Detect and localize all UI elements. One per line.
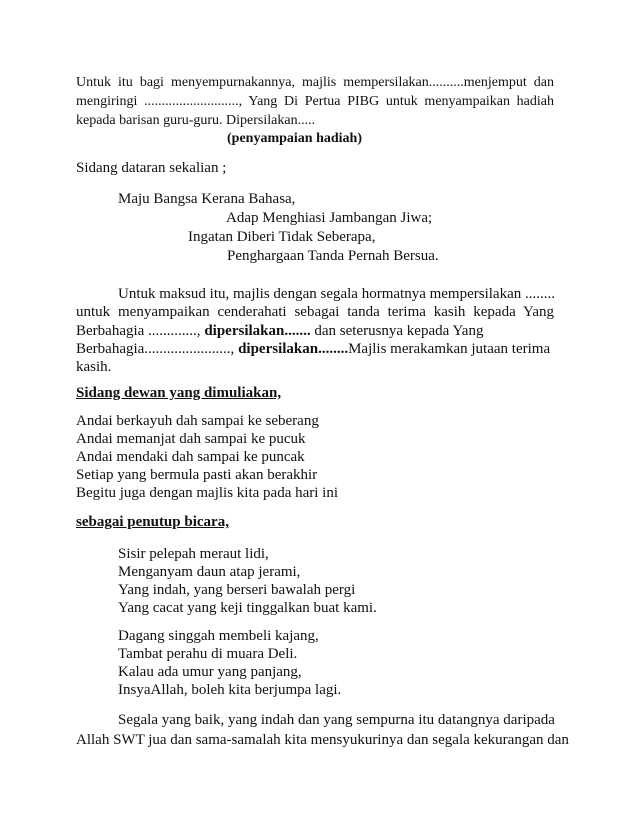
para2-line3 [76, 322, 483, 340]
para2-line2: untuk menyampaikan cenderahati sebagai tanda terima kasih kepada Yang [76, 304, 554, 320]
presentation-note: (penyampaian hadiah) [227, 131, 362, 146]
para2-line4-start: Berbahagia......................., [76, 341, 239, 357]
verse-line-4: Setiap yang bermula pasti akan berakhir [76, 467, 318, 483]
poem1-line4: Penghargaan Tanda Pernah Bersua. [227, 248, 439, 264]
closing-line1: Segala yang baik, yang indah dan yang sempurna itu datangnya daripada [118, 712, 555, 728]
para1-line3: kepada barisan guru-guru. Dipersilakan..... [76, 113, 316, 128]
para2-line3-start: Berbahagia ............., [76, 323, 205, 339]
pantun2-line4: InsyaAllah, boleh kita berjumpa lagi. [118, 682, 342, 698]
para2-line5: kasih. [76, 359, 112, 375]
verse-line-3: Andai mendaki dah sampai ke puncak [76, 449, 305, 465]
para2-line3-end: dan seterusnya kepada Yang [310, 323, 484, 339]
poem1-line3: Ingatan Diberi Tidak Seberapa, [188, 229, 376, 245]
closing-line2: Allah SWT jua dan sama-samalah kita mensyukurinya dan segala kekurangan dan [76, 732, 569, 748]
verse-line-2: Andai memanjat dah sampai ke pucuk [76, 431, 306, 447]
pantun1-line4: Yang cacat yang keji tinggalkan buat kami. [118, 600, 377, 616]
pantun1-line3: Yang indah, yang berseri bawalah pergi [118, 582, 356, 598]
section-heading-1: Sidang dewan yang dimuliakan, [76, 385, 282, 401]
poem1-line2: Adap Menghiasi Jambangan Jiwa; [226, 210, 433, 226]
pantun2-line1: Dagang singgah membeli kajang, [118, 628, 319, 644]
para1-line2: mengiringi ..........................., Yang Di Pertua PIBG untuk menyampaikan hadiah [76, 94, 554, 109]
pantun1-line1: Sisir pelepah meraut lidi, [118, 546, 269, 562]
para2-line4-end: Majlis merakamkan jutaan terima [348, 341, 551, 357]
para2-line1: Untuk maksud itu, majlis dengan segala hormatnya mempersilakan ........ [118, 286, 555, 302]
pantun2-line3: Kalau ada umur yang panjang, [118, 664, 302, 680]
section-heading-2: sebagai penutup bicara, [76, 514, 229, 530]
pantun2-line2: Tambat perahu di muara Deli. [118, 646, 298, 662]
para1-line1: Untuk itu bagi menyempurnakannya, majlis mempersilakan..........menjemput dan [76, 75, 554, 90]
verse-line-5: Begitu juga dengan majlis kita pada hari ini [76, 485, 339, 501]
verse-line-1: Andai berkayuh dah sampai ke seberang [76, 413, 319, 429]
greeting-line: Sidang dataran sekalian ; [76, 160, 227, 176]
invite-emphasis-1: dipersilakan....... [204, 323, 311, 339]
para2-line4 [76, 340, 550, 358]
poem1-line1: Maju Bangsa Kerana Bahasa, [118, 191, 296, 207]
pantun1-line2: Menganyam daun atap jerami, [118, 564, 301, 580]
invite-emphasis-2: dipersilakan........ [238, 341, 349, 357]
